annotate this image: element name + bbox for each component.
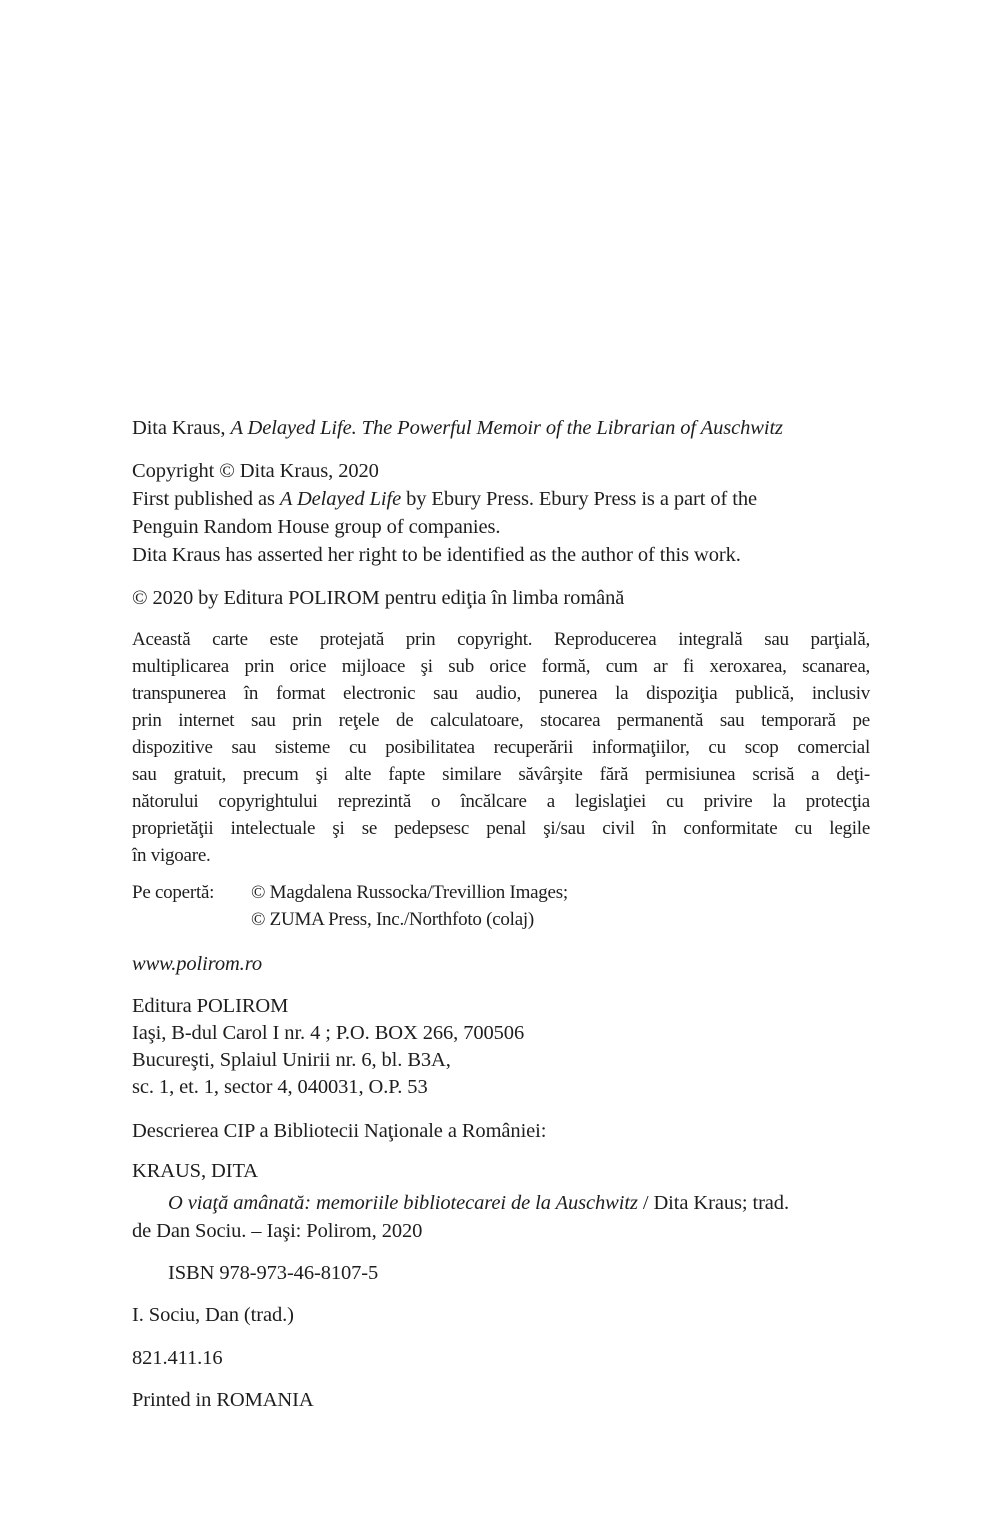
cip-classification: 821.411.16 [132, 1347, 223, 1369]
author-name: Dita Kraus, [132, 417, 231, 439]
legal-notice-line: în vigoare. [132, 845, 211, 866]
cip-title-continuation: de Dan Sociu. – Iaşi: Polirom, 2020 [132, 1220, 423, 1242]
legal-notice-line: sau gratuit, precum şi alte fapte similare săvârşite fără permisiunea scrisă a deţi- [132, 764, 870, 785]
moral-rights-statement: Dita Kraus has asserted her right to be identified as the author of this work. [132, 544, 741, 566]
publisher-address-line: Bucureşti, Splaiul Unirii nr. 6, bl. B3A, [132, 1049, 451, 1071]
cover-credit-line: © ZUMA Press, Inc./Northfoto (colaj) [251, 909, 534, 930]
copyright-notice: Copyright © Dita Kraus, 2020 [132, 460, 379, 482]
printed-in: Printed in ROMANIA [132, 1389, 314, 1411]
cip-translator: I. Sociu, Dan (trad.) [132, 1304, 294, 1326]
cip-title-rest: / Dita Kraus; trad. [637, 1192, 789, 1214]
isbn: ISBN 978-973-46-8107-5 [168, 1262, 379, 1284]
legal-notice-line: multiplicarea prin orice mijloace şi sub orice formă, cum ar fi xeroxarea, scanarea, [132, 656, 870, 677]
book-title-line [132, 415, 783, 441]
legal-notice-line: proprietăţii intelectuale şi se pedepsesc penal şi/sau civil în conformitate cu legile [132, 818, 870, 839]
first-published-prefix: First published as [132, 488, 280, 510]
cip-heading: Descrierea CIP a Bibliotecii Naţionale a României: [132, 1120, 547, 1142]
cip-author: KRAUS, DITA [132, 1160, 258, 1182]
legal-notice-line: prin internet sau prin reţele de calculatoare, stocarea permanentă sau temporară pe [132, 710, 870, 731]
cip-romanian-title: O viaţă amânată: memoriile bibliotecarei de la Auschwitz [168, 1192, 638, 1214]
cover-credits-label: Pe copertă: [132, 882, 215, 903]
publisher-website-link[interactable]: www.polirom.ro [132, 953, 262, 975]
legal-notice-line: nătorului copyrightului reprezintă o încălcare a legislaţiei cu privire la protecţia [132, 791, 870, 812]
copyright-page [132, 0, 870, 1538]
original-title: A Delayed Life. The Powerful Memoir of the Librarian of Auschwitz [230, 417, 783, 439]
first-published-line [132, 486, 757, 512]
first-published-continuation: Penguin Random House group of companies. [132, 516, 501, 538]
publisher-address-line: Iaşi, B-dul Carol I nr. 4 ; P.O. BOX 266, 700506 [132, 1022, 525, 1044]
cip-title-line [132, 1190, 789, 1216]
legal-notice-line: transpunerea în format electronic sau audio, punerea la dispoziţia publică, inclusiv [132, 683, 870, 704]
publisher-address-line: sc. 1, et. 1, sector 4, 040031, O.P. 53 [132, 1076, 428, 1098]
romanian-edition-copyright: © 2020 by Editura POLIROM pentru ediţia în limba română [132, 587, 625, 609]
first-published-title: A Delayed Life [279, 488, 402, 510]
cover-credit-line: © Magdalena Russocka/Trevillion Images; [251, 882, 568, 903]
cover-credits [132, 880, 568, 906]
first-published-suffix: by Ebury Press. Ebury Press is a part of the [401, 488, 757, 510]
legal-notice-line: Această carte este protejată prin copyright. Reproducerea integrală sau parţială, [132, 629, 870, 650]
legal-notice-line: dispozitive sau sisteme cu posibilitatea recuperării informaţiilor, cu scop comercial [132, 737, 870, 758]
publisher-name: Editura POLIROM [132, 995, 289, 1017]
